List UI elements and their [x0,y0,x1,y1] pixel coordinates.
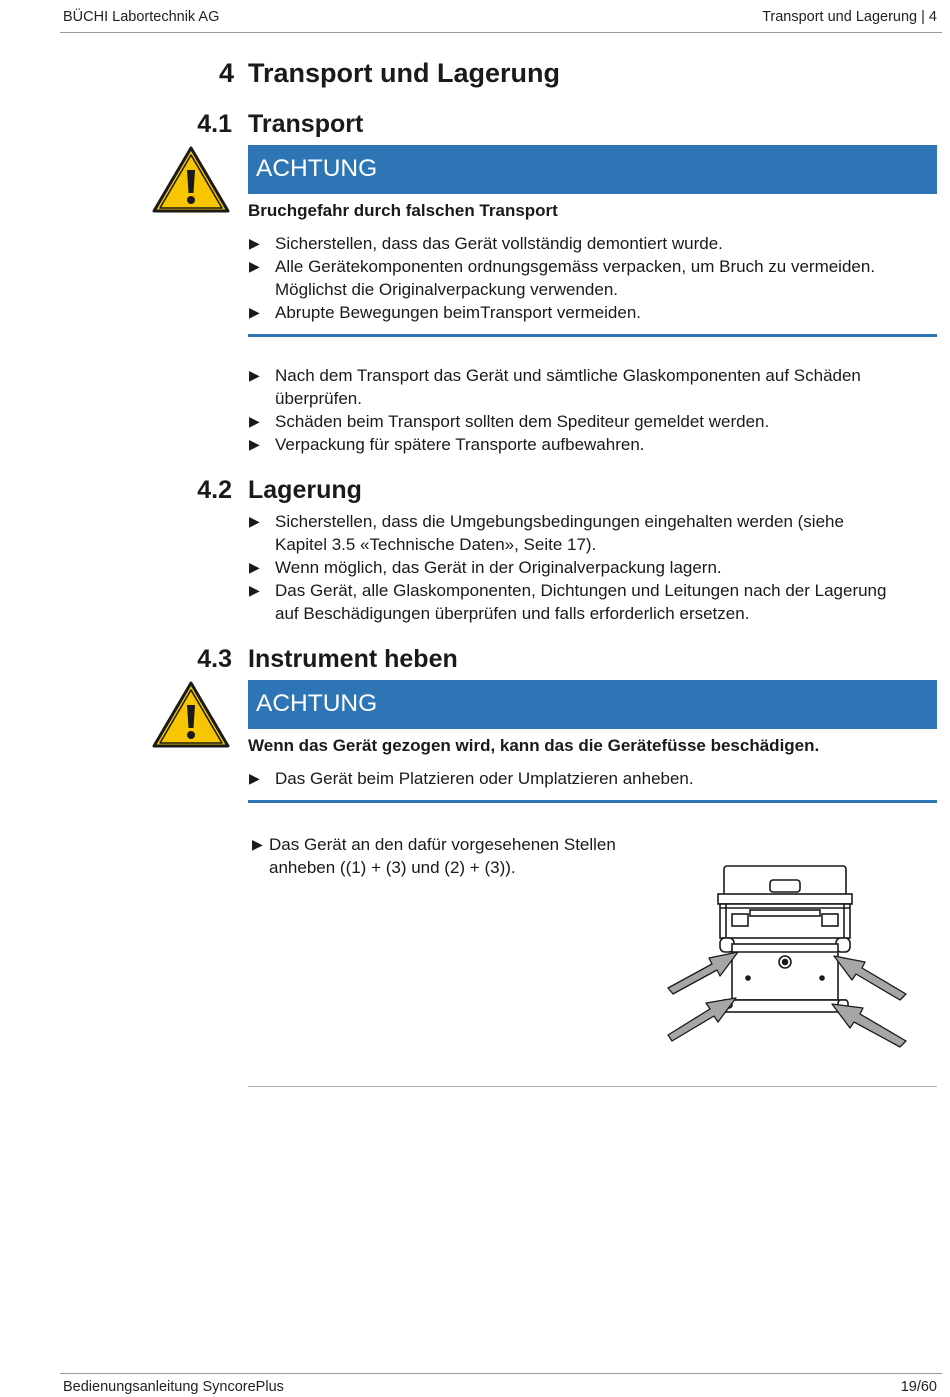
triangle-bullet-icon: ▶ [249,436,260,452]
triangle-bullet-icon: ▶ [249,367,260,383]
warning-end-rule [248,800,937,803]
header-rule [60,32,942,33]
header-section: Transport und Lagerung | 4 [762,9,937,25]
triangle-bullet-icon: ▶ [249,413,260,429]
section-4-1-number: 4.1 [197,110,232,138]
warning-icon [152,681,230,749]
warning-end-rule [248,334,937,337]
footer-doc-title: Bedienungsanleitung SyncorePlus [63,1379,284,1395]
section-4-3-number: 4.3 [197,645,232,673]
section-4-3-title: Instrument heben [248,645,458,673]
triangle-bullet-icon: ▶ [249,559,260,575]
warning-banner: ACHTUNG [248,680,937,729]
warning-icon [152,146,230,214]
footer-rule [60,1373,942,1374]
warning-subtitle: Wenn das Gerät gezogen wird, kann das die Gerätefüsse beschädigen. [248,736,820,755]
section-4-2-number: 4.2 [197,476,232,504]
triangle-bullet-icon: ▶ [249,304,260,320]
triangle-bullet-icon: ▶ [249,770,260,786]
chapter-number: 4 [218,58,234,88]
section-end-rule [248,1086,937,1087]
instrument-lifting-illustration [660,860,920,1050]
warning-banner: ACHTUNG [248,145,937,194]
footer-page-number: 19/60 [900,1379,937,1395]
triangle-bullet-icon: ▶ [249,582,260,598]
triangle-bullet-icon: ▶ [249,258,260,274]
header-company: BÜCHI Labortechnik AG [63,9,220,25]
warning-subtitle: Bruchgefahr durch falschen Transport [248,201,558,220]
chapter-title: Transport und Lagerung [248,58,561,88]
triangle-bullet-icon: ▶ [249,235,260,251]
section-4-1-title: Transport [248,110,364,138]
triangle-bullet-icon: ▶ [252,836,263,852]
section-4-2-title: Lagerung [248,476,362,504]
triangle-bullet-icon: ▶ [249,513,260,529]
